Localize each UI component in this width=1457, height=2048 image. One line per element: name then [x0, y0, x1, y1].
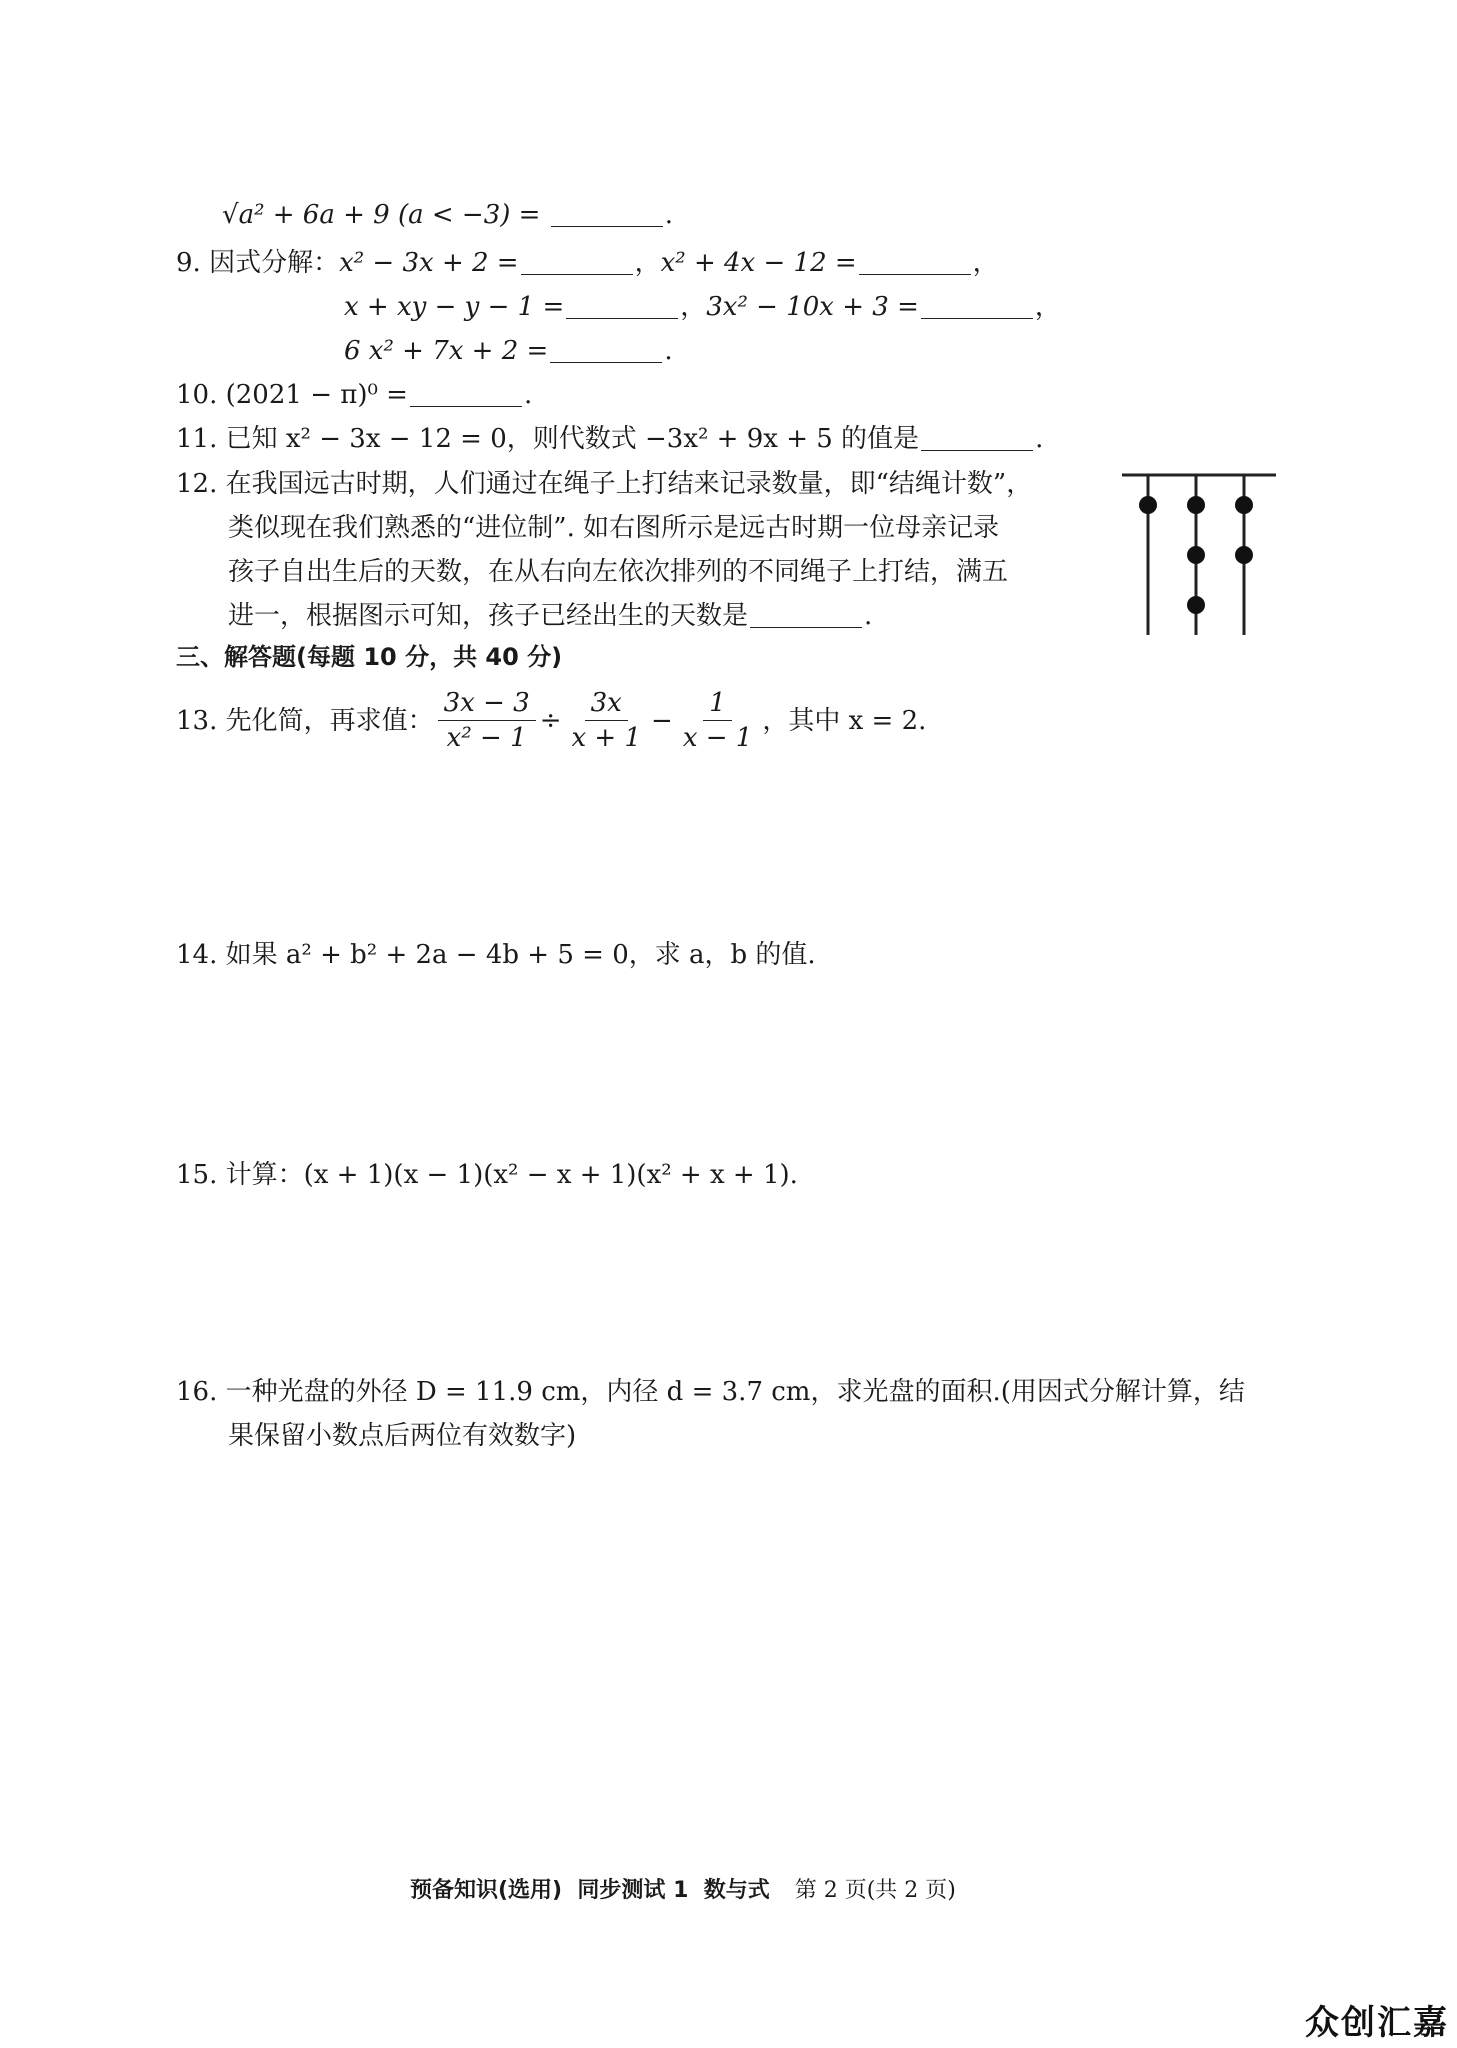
knot-rope-figure: [1120, 470, 1280, 640]
knot: [1139, 496, 1157, 514]
q13-prefix: 13. 先化简，再求值：: [176, 705, 434, 736]
answer-blank[interactable]: [550, 338, 662, 363]
q13-fraction-3: $\frac{1}{x - 1}$: [682, 688, 753, 753]
q15-text: 15. 计算：(x + 1)(x − 1)(x² − x + 1)(x² + x + 1).: [176, 1160, 798, 1190]
knot: [1187, 546, 1205, 564]
q9-expr-3: x + xy − y − 1 =: [344, 292, 565, 322]
q12-line-4: 进一，根据图示可知，孩子已经出生的天数是 .: [228, 601, 873, 631]
q15: [176, 1158, 798, 1192]
answer-blank[interactable]: [410, 382, 522, 407]
q13-suffix: ，其中 x = 2.: [762, 705, 927, 736]
q14-text: 14. 如果 a² + b² + 2a − 4b + 5 = 0，求 a，b 的值.: [176, 940, 816, 970]
q8-tail: √a² + 6a + 9 (a < −3) = .: [222, 200, 673, 230]
q12: [176, 462, 1032, 638]
answer-blank[interactable]: [750, 603, 862, 628]
q12-line-2: 类似现在我们熟悉的“进位制”. 如右图所示是远古时期一位母亲记录: [228, 513, 1000, 543]
knot: [1235, 546, 1253, 564]
q13: 13. 先化简，再求值： $\frac{3x - 3}{\text{x² − 1}}$ ÷ $\frac{3x}{x + 1}$ − $\frac{1}{x - 1}$ ，其中 x = 2.: [176, 688, 927, 753]
footer-title: 预备知识(选用) 同步测试 1 数与式: [410, 1878, 770, 1903]
q12-line-3: 孩子自出生后的天数，在从右向左依次排列的不同绳子上打结，满五: [228, 557, 1009, 587]
knot: [1187, 596, 1205, 614]
answer-blank[interactable]: [859, 250, 971, 275]
answer-blank[interactable]: [566, 294, 678, 319]
q13-fraction-1: $\frac{3x - 3}{\text{x² − 1}}$: [438, 688, 536, 753]
q11: 11. 已知 x² − 3x − 12 = 0，则代数式 −3x² + 9x + 5 的值是 .: [176, 424, 1044, 454]
q10: 10. (2021 − π)⁰ = .: [176, 380, 533, 410]
q11-text: 11. 已知 x² − 3x − 12 = 0，则代数式 −3x² + 9x + 5 的值是: [176, 424, 920, 454]
q16-line-1: 16. 一种光盘的外径 D = 11.9 cm，内径 d = 3.7 cm，求光盘的面积.(用因式分解计算，结: [176, 1377, 1245, 1407]
page-footer: [410, 1876, 956, 1906]
q9-line-3: 6 x² + 7x + 2 = .: [344, 336, 673, 366]
q14: [176, 938, 816, 972]
q9-expr-1: x² − 3x + 2 =: [339, 248, 519, 278]
watermark-logo: 众创汇嘉: [1305, 2003, 1449, 2043]
q9-line-1: 9. 因式分解：x² − 3x + 2 = ，x² + 4x − 12 = ，: [176, 248, 999, 278]
q9-expr-5: 6 x² + 7x + 2 =: [344, 336, 549, 366]
q8-expression: √a² + 6a + 9 (a < −3) =: [222, 200, 541, 230]
footer-page-number: 第 2 页(共 2 页): [794, 1878, 956, 1903]
q10-text: 10. (2021 − π)⁰ =: [176, 380, 408, 410]
knot: [1235, 496, 1253, 514]
q13-fraction-2: $\frac{3x}{x + 1}$: [571, 688, 642, 753]
q9-label: 9. 因式分解：: [176, 248, 340, 278]
answer-blank[interactable]: [551, 202, 663, 227]
q9-line-2: x + xy − y − 1 = ，3x² − 10x + 3 = ，: [344, 292, 1061, 322]
q16-line-2: 果保留小数点后两位有效数字): [228, 1421, 577, 1451]
q9-expr-4: 3x² − 10x + 3 =: [706, 292, 919, 322]
answer-blank[interactable]: [521, 250, 633, 275]
answer-blank[interactable]: [921, 426, 1033, 451]
section-3-heading: 三、解答题(每题 10 分，共 40 分): [176, 643, 563, 671]
knot: [1187, 496, 1205, 514]
q12-line-1: 12. 在我国远古时期，人们通过在绳子上打结来记录数量，即“结绳计数”，: [176, 469, 1033, 499]
q16: [176, 1370, 1245, 1458]
answer-blank[interactable]: [921, 294, 1033, 319]
q9-expr-2: x² + 4x − 12 =: [660, 248, 857, 278]
